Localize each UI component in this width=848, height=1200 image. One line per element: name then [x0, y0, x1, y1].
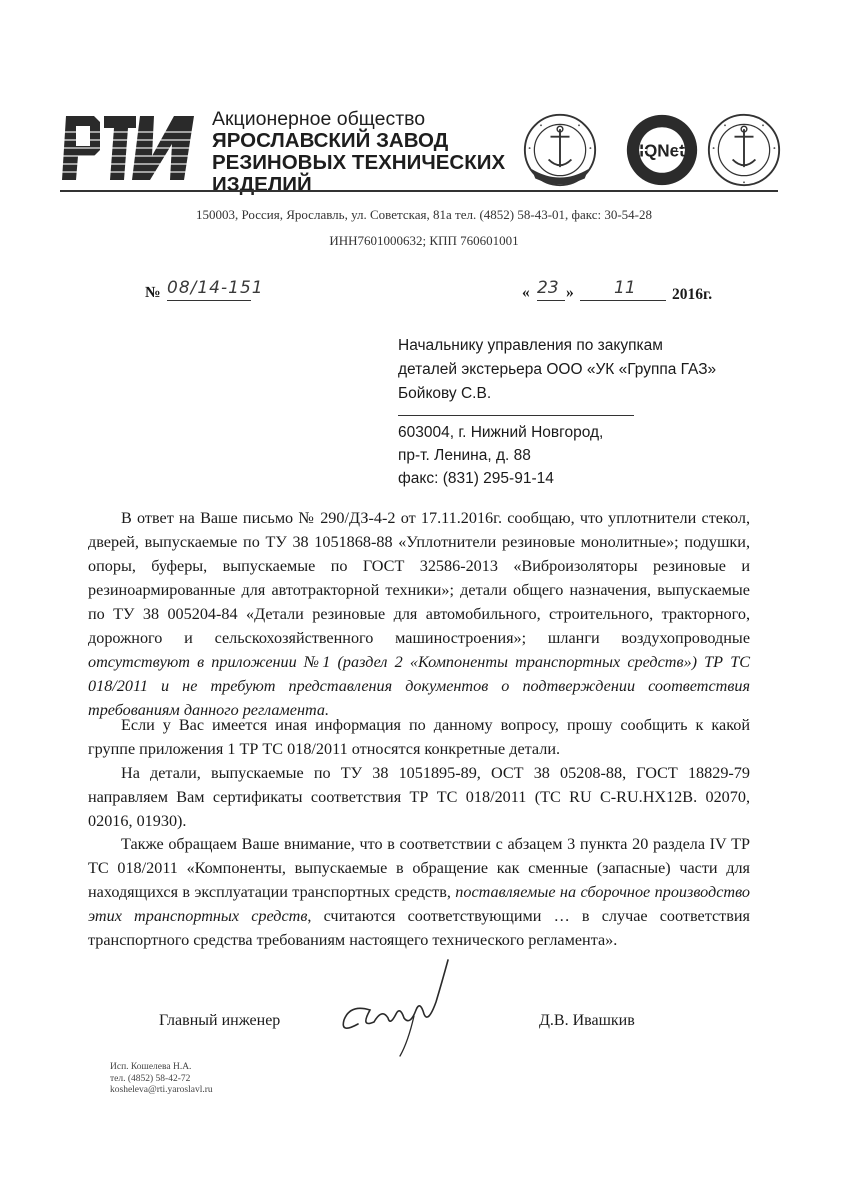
- seal-text: IQNet: [639, 141, 685, 161]
- ref-number-underline: [167, 300, 251, 301]
- company-line: ЯРОСЛАВСКИЙ ЗАВОД: [212, 129, 449, 152]
- addressee-fax: факс: (831) 295-91-14: [398, 470, 554, 487]
- addressee-address: пр-т. Ленина, д. 88: [398, 447, 531, 464]
- paragraph-text: Также обращаем Ваше внимание, что в соответствии с абзацем 3 пункта 20 раздела IV ТР ТС 018/2011 «Компоненты, выпускаемые в обращение как сменные (запасные) части для находящихся в эксплуатации транспортных средств,: [88, 835, 750, 901]
- addressee-line: деталей экстерьера ООО «УК «Группа ГАЗ»: [398, 361, 717, 378]
- addressee-line: Начальнику управления по закупкам: [398, 337, 663, 354]
- ref-number-value: 08/14-151: [167, 278, 264, 298]
- body-paragraph-3: [88, 761, 750, 833]
- company-name: [212, 108, 505, 196]
- paragraph-italic: отсутствуют в приложении №1 (раздел 2 «Компоненты транспортных средств») ТР ТС 018/2011 и не требуют представления документов о подтверждении соответствия требованиям данного регламента.: [88, 653, 750, 719]
- letterhead-rule: [60, 190, 778, 192]
- certification-seal-1: [522, 112, 598, 188]
- body-paragraph-4: [88, 832, 750, 952]
- company-line: РЕЗИНОВЫХ ТЕХНИЧЕСКИХ: [212, 151, 506, 174]
- paragraph-text: Если у Вас имеется иная информация по данному вопросу, прошу сообщить к какой группе приложения 1 ТР ТС 018/2011 относятся конкретные детали.: [88, 716, 750, 758]
- ref-number-label: №: [145, 284, 161, 301]
- handwritten-signature: [330, 952, 460, 1062]
- signatory-name: Д.В. Ивашкив: [539, 1012, 635, 1029]
- company-line: ИЗДЕЛИЙ: [212, 173, 312, 196]
- date-day-underline: [537, 300, 565, 301]
- date-month-underline: [580, 300, 666, 301]
- company-tax-ids: ИНН7601000632; КПП 760601001: [329, 233, 519, 248]
- certification-seal-3: [706, 112, 782, 188]
- company-line: Акционерное общество: [212, 108, 426, 130]
- paragraph-text: На детали, выпускаемые по ТУ 38 1051895-89, ОСТ 38 05208-88, ГОСТ 18829-79 направляем Вам сертификаты соответствия ТР ТС 018/2011 (ТС RU C-RU.HX12B. 02070, 02016, 01930).: [88, 764, 750, 830]
- paragraph-italic: поставляемые на сборочное производство этих транспортных средств: [88, 883, 751, 925]
- date-month: 11: [614, 278, 636, 298]
- addressee-name: Бойкову С.В.: [398, 385, 492, 402]
- executor-email: kosheleva@rti.yaroslavl.ru: [110, 1085, 213, 1095]
- date-open-quote: «: [522, 284, 530, 301]
- addressee-address: 603004, г. Нижний Новгород,: [398, 424, 604, 441]
- date-day: 23: [537, 278, 559, 298]
- body-paragraph-2: [88, 713, 750, 761]
- executor-phone: тел. (4852) 58-42-72: [110, 1074, 191, 1084]
- company-logo: [60, 112, 210, 184]
- body-paragraph-1: [88, 506, 750, 722]
- paragraph-text: В ответ на Ваше письмо № 290/ДЗ-4-2 от 17.11.2016г. сообщаю, что уплотнители стекол, дверей, выпускаемые по ТУ 38 1051868-88 «Уплотнители резиновые монолитные»; подушки, опоры, буферы, выпускаемые по ГОСТ 32586-2013 «Виброизоляторы резиновые и резиноармированные для автотракторной техники»; детали общего назначения, выпускаемые по ТУ 38 005204-84 «Детали резиновые для автомобильного, строительного, тракторного, дорожного и сельскохозяйственного машиностроения»; шланги воздухопроводные: [88, 509, 750, 647]
- executor-name: Исп. Кошелева Н.А.: [110, 1062, 192, 1072]
- date-close-quote: »: [566, 284, 574, 301]
- signatory-title: Главный инженер: [159, 1012, 281, 1029]
- paragraph-text: , считаются соответствующими … в случае соответствия транспортного средства требованиям настоящего технического регламента».: [88, 907, 750, 949]
- company-address: 150003, Россия, Ярославль, ул. Советская, 81а тел. (4852) 58-43-01, факс: 30-54-28: [195, 207, 652, 222]
- certification-seal-iqnet: [624, 112, 700, 188]
- addressee-rule: [398, 415, 634, 416]
- date-year: 2016г.: [672, 286, 713, 303]
